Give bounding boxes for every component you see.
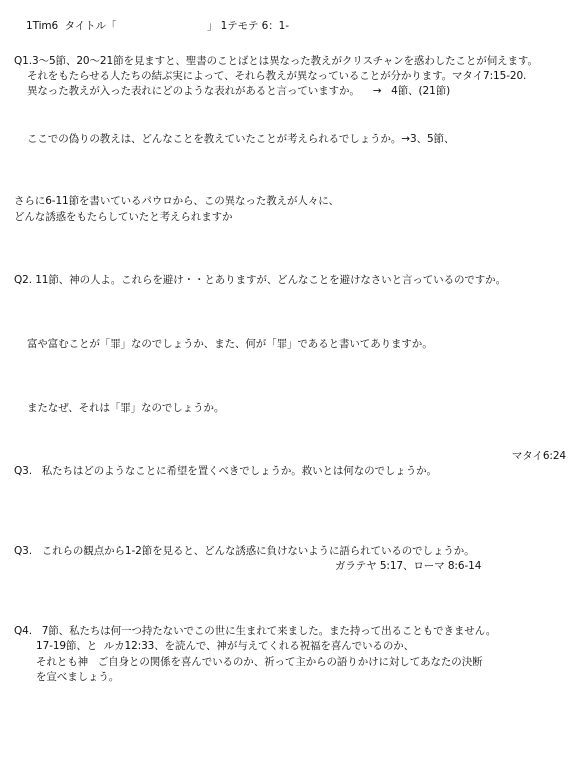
q1-line-3: 異なった教えが入った表れにどのような表れがあると言っていますか。 → 4節、(21節) (27, 85, 451, 97)
title-line: 1Tim6 タイトル「 」 1テモテ 6：1- (26, 20, 289, 32)
q4-line-3: それとも神 ご自身との関係を喜んでいるのか、祈って主からの語りかけに対してあなたの決断 (36, 656, 483, 668)
q4-line-4: を宣べましょう。 (36, 671, 120, 683)
q3-reference: マタイ6:24 (511, 450, 566, 462)
q3b-reference: ガラテヤ 5:17、ローマ 8:6-14 (335, 560, 482, 572)
q3-line-1: Q3. 私たちはどのようなことに希望を置くべきでしょうか。救いとは何なのでしょうか。 (14, 465, 437, 477)
q4-line-1: Q4. 7節、私たちは何一つ持たないでこの世に生まれて来ました。また持って出ることもできません。 (14, 625, 497, 637)
q1-line-2: それをもたらせる人たちの結ぶ実によって、それら教えが異なっていることが分かります。マタイ7:15-20. (27, 70, 527, 82)
q1-subquestion-2-line-2: どんな誘惑をもたらしていたと考えられますか (14, 211, 233, 223)
q1-subquestion-1: ここでの偽りの教えは、どんなことを教えていたことが考えられるでしょうか。→3、5節、 (27, 133, 455, 145)
q2-line-1: Q2. 11節、神の人よ。これらを避け・・とありますが、どんなことを避けなさいと言っているのですか。 (14, 274, 506, 286)
q2-subquestion-1: 富や富むことが「罪」なのでしょうか、また、何が「罪」であると書いてありますか。 (27, 338, 433, 350)
q1-line-1: Q1.3～5節、20～21節を見ますと、聖書のことばとは異なった教えがクリスチャンを惑わしたことが伺えます。 (14, 55, 538, 67)
q3b-line-1: Q3. これらの観点から1-2節を見ると、どんな誘惑に負けないように語られているのでしょうか。 (14, 545, 475, 557)
q1-subquestion-2-line-1: さらに6-11節を書いているパウロから、この異なった教えが人々に、 (14, 195, 340, 207)
q2-subquestion-2: またなぜ、それは「罪」なのでしょうか。 (27, 402, 225, 414)
q4-line-2: 17-19節、と ルカ12:33、を読んで、神が与えてくれる祝福を喜んでいるのか、 (36, 640, 415, 652)
